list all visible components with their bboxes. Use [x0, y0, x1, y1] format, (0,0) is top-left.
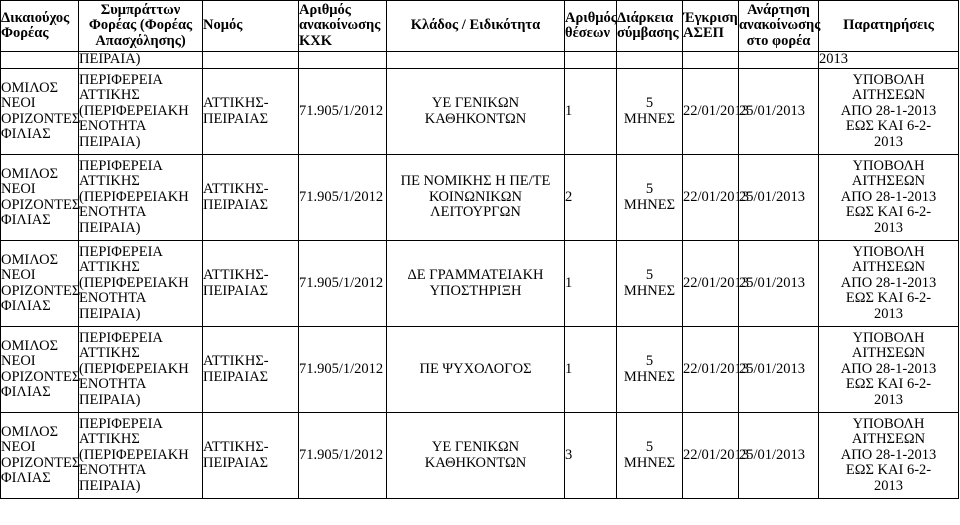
duration-cell: 5 ΜΗΝΕΣ [617, 241, 683, 327]
posted-cell: 25/01/2013 [739, 155, 819, 241]
positions-cell: 2 [565, 155, 617, 241]
specialty-cell: ΥΕ ΓΕΝΙΚΩΝ ΚΑΘΗΚΟΝΤΩΝ [387, 69, 565, 155]
announcement-cell: 71.905/1/2012 [299, 155, 387, 241]
header-beneficiary: Δικαιούχος Φορέας [1, 1, 79, 52]
posted-cell: 25/01/2013 [739, 413, 819, 499]
prefecture-cell: ΑΤΤΙΚΗΣ- ΠΕΙΡΑΙΑΣ [203, 413, 299, 499]
posted-cell: 25/01/2013 [739, 69, 819, 155]
prefecture-cell: ΑΤΤΙΚΗΣ- ΠΕΙΡΑΙΑΣ [203, 155, 299, 241]
table-body [1, 69, 959, 499]
announcement-cell: 71.905/1/2012 [299, 413, 387, 499]
duration-cell: 5 ΜΗΝΕΣ [617, 327, 683, 413]
beneficiary-cell: ΟΜΙΛΟΣ ΝΕΟΙ ΟΡΙΖΟΝΤΕΣ ΦΙΛΙΑΣ [1, 69, 79, 155]
beneficiary-cell: ΟΜΙΛΟΣ ΝΕΟΙ ΟΡΙΖΟΝΤΕΣ ΦΙΛΙΑΣ [1, 413, 79, 499]
positions-cell: 3 [565, 413, 617, 499]
prefecture-cell: ΑΤΤΙΚΗΣ- ΠΕΙΡΑΙΑΣ [203, 69, 299, 155]
approval-cell: 22/01/2013 [683, 241, 739, 327]
header-partner: Συμπράττων Φορέας (Φορέας Απασχόλησης) [79, 1, 203, 52]
beneficiary-cell: ΟΜΙΛΟΣ ΝΕΟΙ ΟΡΙΖΟΝΤΕΣ ΦΙΛΙΑΣ [1, 241, 79, 327]
prefecture-cell: ΑΤΤΙΚΗΣ- ΠΕΙΡΑΙΑΣ [203, 241, 299, 327]
announcement-cell: 71.905/1/2012 [299, 327, 387, 413]
continuation-empty [617, 52, 683, 69]
notes-cell: ΥΠΟΒΟΛΗ ΑΙΤΗΣΕΩΝ ΑΠΟ 28-1-2013 ΕΩΣ ΚΑΙ 6-2- 2013 [819, 241, 959, 327]
specialty-cell: ΠΕ ΝΟΜΙΚΗΣ Η ΠΕ/ΤΕ ΚΟΙΝΩΝΙΚΩΝ ΛΕΙΤΟΥΡΓΩΝ [387, 155, 565, 241]
specialty-cell: ΠΕ ΨΥΧΟΛΟΓΟΣ [387, 327, 565, 413]
continuation-posted-year: 2013 [819, 52, 959, 69]
table-row [1, 69, 959, 155]
approval-cell: 22/01/2013 [683, 327, 739, 413]
table-row [1, 413, 959, 499]
approval-cell: 22/01/2013 [683, 413, 739, 499]
table-row [1, 155, 959, 241]
header-prefecture: Νομός [203, 1, 299, 52]
header-positions: Αριθμός θέσεων [565, 1, 617, 52]
beneficiary-cell: ΟΜΙΛΟΣ ΝΕΟΙ ΟΡΙΖΟΝΤΕΣ ΦΙΛΙΑΣ [1, 155, 79, 241]
notes-cell: ΥΠΟΒΟΛΗ ΑΙΤΗΣΕΩΝ ΑΠΟ 28-1-2013 ΕΩΣ ΚΑΙ 6-2- 2013 [819, 327, 959, 413]
partner-cell: ΠΕΡΙΦΕΡΕΙΑ ΑΤΤΙΚΗΣ (ΠΕΡΙΦΕΡΕΙΑΚΗ ΕΝΟΤΗΤΑ ΠΕΙΡΑΙΑ) [79, 69, 203, 155]
duration-cell: 5 ΜΗΝΕΣ [617, 155, 683, 241]
partner-cell: ΠΕΡΙΦΕΡΕΙΑ ΑΤΤΙΚΗΣ (ΠΕΡΙΦΕΡΕΙΑΚΗ ΕΝΟΤΗΤΑ ΠΕΙΡΑΙΑ) [79, 155, 203, 241]
specialty-cell: ΥΕ ΓΕΝΙΚΩΝ ΚΑΘΗΚΟΝΤΩΝ [387, 413, 565, 499]
continuation-empty [565, 52, 617, 69]
header-row [1, 1, 959, 52]
notes-cell: ΥΠΟΒΟΛΗ ΑΙΤΗΣΕΩΝ ΑΠΟ 28-1-2013 ΕΩΣ ΚΑΙ 6-2- 2013 [819, 155, 959, 241]
partner-cell: ΠΕΡΙΦΕΡΕΙΑ ΑΤΤΙΚΗΣ (ΠΕΡΙΦΕΡΕΙΑΚΗ ΕΝΟΤΗΤΑ ΠΕΙΡΑΙΑ) [79, 241, 203, 327]
continuation-empty [739, 52, 819, 69]
table-row [1, 327, 959, 413]
header-notes: Παρατηρήσεις [819, 1, 959, 52]
posted-cell: 25/01/2013 [739, 327, 819, 413]
continuation-row [1, 52, 959, 69]
continuation-empty [203, 52, 299, 69]
continuation-empty [1, 52, 79, 69]
continuation-partner: ΠΕΙΡΑΙΑ) [79, 52, 203, 69]
positions-cell: 1 [565, 69, 617, 155]
duration-cell: 5 ΜΗΝΕΣ [617, 69, 683, 155]
header-specialty: Κλάδος / Ειδικότητα [387, 1, 565, 52]
approval-cell: 22/01/2013 [683, 155, 739, 241]
header-approval: Έγκριση ΑΣΕΠ [683, 1, 739, 52]
continuation-empty [299, 52, 387, 69]
approval-cell: 22/01/2013 [683, 69, 739, 155]
specialty-cell: ΔΕ ΓΡΑΜΜΑΤΕΙΑΚΗ ΥΠΟΣΤΗΡΙΞΗ [387, 241, 565, 327]
partner-cell: ΠΕΡΙΦΕΡΕΙΑ ΑΤΤΙΚΗΣ (ΠΕΡΙΦΕΡΕΙΑΚΗ ΕΝΟΤΗΤΑ ΠΕΙΡΑΙΑ) [79, 413, 203, 499]
beneficiary-cell: ΟΜΙΛΟΣ ΝΕΟΙ ΟΡΙΖΟΝΤΕΣ ΦΙΛΙΑΣ [1, 327, 79, 413]
notes-cell: ΥΠΟΒΟΛΗ ΑΙΤΗΣΕΩΝ ΑΠΟ 28-1-2013 ΕΩΣ ΚΑΙ 6-2- 2013 [819, 69, 959, 155]
prefecture-cell: ΑΤΤΙΚΗΣ- ΠΕΙΡΑΙΑΣ [203, 327, 299, 413]
announcement-cell: 71.905/1/2012 [299, 69, 387, 155]
posted-cell: 25/01/2013 [739, 241, 819, 327]
positions-cell: 1 [565, 241, 617, 327]
notes-cell: ΥΠΟΒΟΛΗ ΑΙΤΗΣΕΩΝ ΑΠΟ 28-1-2013 ΕΩΣ ΚΑΙ 6-2- 2013 [819, 413, 959, 499]
header-duration: Διάρκεια σύμβασης [617, 1, 683, 52]
continuation-empty [683, 52, 739, 69]
table-row [1, 241, 959, 327]
header-posted: Ανάρτηση ανακοίνωσης στο φορέα [739, 1, 819, 52]
positions-cell: 1 [565, 327, 617, 413]
partner-cell: ΠΕΡΙΦΕΡΕΙΑ ΑΤΤΙΚΗΣ (ΠΕΡΙΦΕΡΕΙΑΚΗ ΕΝΟΤΗΤΑ ΠΕΙΡΑΙΑ) [79, 327, 203, 413]
duration-cell: 5 ΜΗΝΕΣ [617, 413, 683, 499]
announcement-cell: 71.905/1/2012 [299, 241, 387, 327]
continuation-empty [387, 52, 565, 69]
header-announcement: Αριθμός ανακοίνωσης ΚΧΚ [299, 1, 387, 52]
